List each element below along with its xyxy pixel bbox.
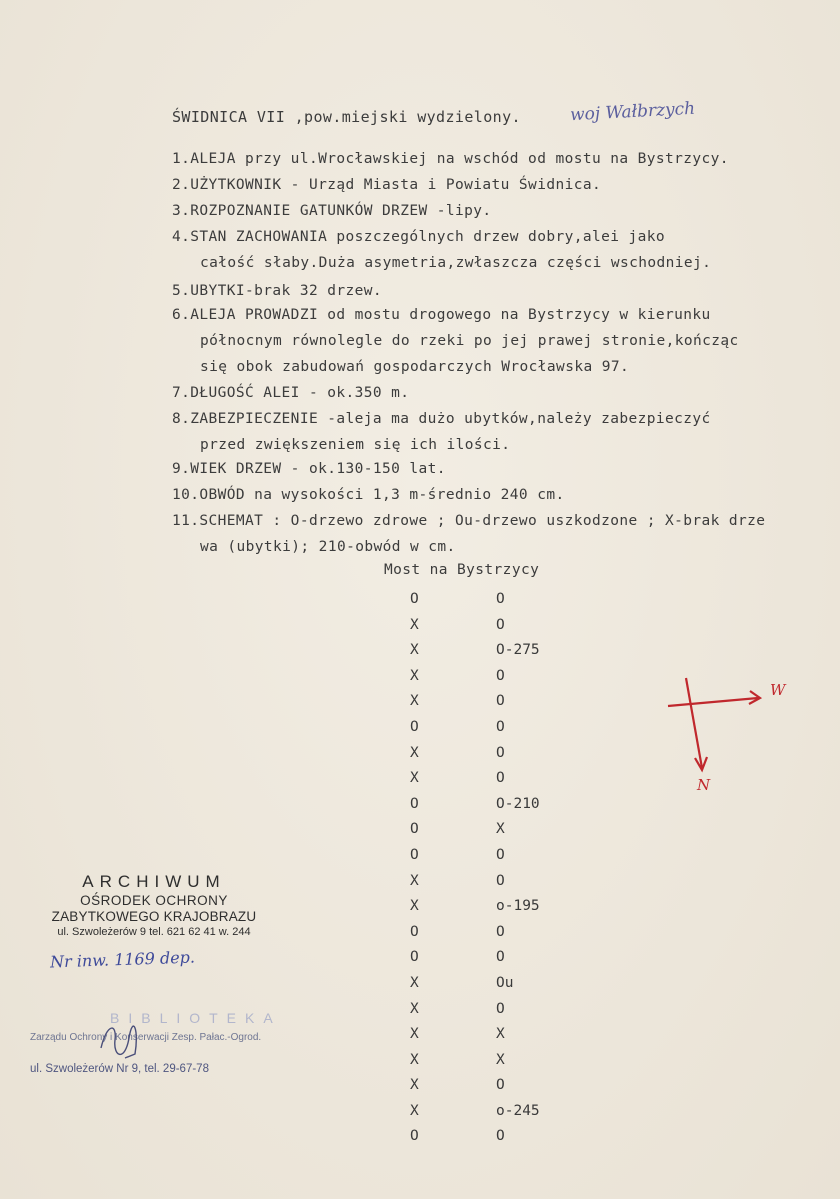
schema-row <box>410 997 576 1023</box>
item-11 <box>172 508 765 560</box>
library-stamp <box>30 1010 282 1075</box>
item-line: 11.SCHEMAT : O-drzewo zdrowe ; Ou-drzewo uszkodzone ; X-brak drze <box>172 513 766 529</box>
tree-schema <box>410 587 576 1150</box>
item-10 <box>172 482 565 508</box>
item-6 <box>172 302 739 380</box>
schema-left-tree: X <box>410 693 419 710</box>
schema-row <box>410 741 576 767</box>
schema-row <box>410 638 576 664</box>
archive-stamp-title: ARCHIWUM <box>82 872 226 891</box>
item-line: wa (ubytki); 210-obwód w cm. <box>200 539 456 555</box>
signature-scribble <box>95 1018 145 1066</box>
schema-left-tree: X <box>410 1000 419 1017</box>
item-line: 6.ALEJA PROWADZI od mostu drogowego na Bystrzycy w kierunku <box>172 307 711 323</box>
item-3 <box>172 198 492 224</box>
schema-left-tree: O <box>410 949 419 966</box>
schema-right-tree: O <box>496 667 505 684</box>
schema-row <box>410 715 576 741</box>
schema-row <box>410 766 576 792</box>
schema-right-tree: O <box>496 1000 505 1017</box>
schema-left-tree: X <box>410 616 419 633</box>
schema-right-tree: X <box>496 821 505 838</box>
schema-left-tree: O <box>410 1128 419 1145</box>
schema-left-tree: O <box>410 591 419 607</box>
item-line: 5.UBYTKI-brak 32 drzew. <box>172 283 382 299</box>
schema-right-tree: O <box>496 872 505 889</box>
schema-row <box>410 869 576 895</box>
schema-right-tree: X <box>496 1026 505 1043</box>
schema-row <box>410 971 576 997</box>
schema-left-tree: O <box>410 821 419 838</box>
schema-right-tree: O <box>496 846 505 863</box>
schema-right-tree: O <box>496 616 505 633</box>
inventory-number-handwritten: Nr inw. 1169 dep. <box>49 947 196 972</box>
item-line: 2.UŻYTKOWNIK - Urząd Miasta i Powiatu Świdnica. <box>172 177 602 193</box>
title-handwritten-note: woj Wałbrzych <box>569 98 696 126</box>
schema-right-tree: O <box>496 1077 505 1094</box>
schema-right-tree: O <box>496 923 505 940</box>
compass-south-line <box>686 678 702 768</box>
schema-left-tree: X <box>410 770 419 787</box>
schema-right-tree: O <box>496 770 505 787</box>
schema-left-tree: X <box>410 872 419 889</box>
schema-left-tree: O <box>410 795 419 812</box>
schema-row <box>410 945 576 971</box>
schema-row <box>410 817 576 843</box>
schema-left-tree: X <box>410 898 419 915</box>
schema-left-tree: O <box>410 718 419 735</box>
schema-left-tree: X <box>410 1077 419 1094</box>
compass-east-line <box>668 698 758 706</box>
item-line: 8.ZABEZPIECZENIE -aleja ma dużo ubytków,należy zabezpieczyć <box>172 411 711 427</box>
schema-right-tree: O-275 <box>496 642 540 659</box>
library-stamp-line: Zarządu Ochrony i Konserwacji Zesp. Pałac.-Ogrod. <box>30 1032 262 1043</box>
item-line: 1.ALEJA przy ul.Wrocławskiej na wschód od mostu na Bystrzycy. <box>172 151 729 167</box>
schema-row <box>410 664 576 690</box>
item-4 <box>172 224 711 276</box>
item-line: 4.STAN ZACHOWANIA poszczególnych drzew dobry,alei jako <box>172 229 666 245</box>
schema-left-tree: X <box>410 642 419 659</box>
schema-row <box>410 1022 576 1048</box>
schema-right-tree: O <box>496 591 505 607</box>
archive-stamp-line: OŚRODEK OCHRONY <box>80 893 228 908</box>
schema-row <box>410 1099 576 1125</box>
schema-row <box>410 613 576 639</box>
schema-left-tree: X <box>410 667 419 684</box>
compass-drawing <box>660 670 800 800</box>
archive-stamp-line: ZABYTKOWEGO KRAJOBRAZU <box>51 909 257 924</box>
schema-right-tree: O <box>496 718 505 735</box>
item-7 <box>172 380 409 406</box>
item-line: całość słaby.Duża asymetria,zwłaszcza części wschodniej. <box>200 255 712 271</box>
schema-right-tree: Ou <box>496 974 514 991</box>
item-line: 3.ROZPOZNANIE GATUNKÓW DRZEW -lipy. <box>172 203 492 219</box>
schema-right-tree: O <box>496 693 505 710</box>
schema-row <box>410 920 576 946</box>
schema-left-tree: X <box>410 1102 419 1119</box>
schema-row <box>410 1073 576 1099</box>
item-2 <box>172 172 601 198</box>
item-line: 9.WIEK DRZEW - ok.130-150 lat. <box>172 461 446 477</box>
archive-stamp-address: ul. Szwoleżerów 9 tel. 621 62 41 w. 244 <box>57 926 251 938</box>
schema-row <box>410 689 576 715</box>
schema-right-tree: O-210 <box>496 795 540 812</box>
schema-left-tree: X <box>410 744 419 761</box>
archive-stamp <box>28 872 280 938</box>
library-stamp-title: BIBLIOTEKA <box>110 1010 282 1026</box>
item-5 <box>172 278 382 304</box>
schema-header: Most na Bystrzycy <box>384 562 540 578</box>
item-line: północnym równolegle do rzeki po jej prawej stronie,kończąc <box>200 333 739 349</box>
item-8 <box>172 406 711 458</box>
schema-right-tree: o-195 <box>496 898 540 915</box>
schema-right-tree: o-245 <box>496 1102 540 1119</box>
item-line: przed zwiększeniem się ich ilości. <box>200 437 511 453</box>
schema-left-tree: X <box>410 1026 419 1043</box>
item-line: 10.OBWÓD na wysokości 1,3 m-średnio 240 cm. <box>172 487 565 503</box>
compass-east-label: W <box>770 681 786 699</box>
schema-left-tree: X <box>410 1051 419 1068</box>
compass-south-label: N <box>697 776 711 794</box>
document-title: ŚWIDNICA VII ,pow.miejski wydzielony. <box>172 108 521 126</box>
item-9 <box>172 456 446 482</box>
schema-right-tree: O <box>496 949 505 966</box>
schema-row <box>410 792 576 818</box>
schema-row <box>410 843 576 869</box>
schema-right-tree: O <box>496 1128 505 1145</box>
schema-left-tree: X <box>410 974 419 991</box>
schema-left-tree: O <box>410 923 419 940</box>
schema-row <box>410 587 576 613</box>
library-stamp-address: ul. Szwoleżerów Nr 9, tel. 29-67-78 <box>30 1063 209 1075</box>
schema-right-tree: X <box>496 1051 505 1068</box>
schema-left-tree: O <box>410 846 419 863</box>
schema-right-tree: O <box>496 744 505 761</box>
item-1 <box>172 146 729 172</box>
schema-row <box>410 894 576 920</box>
item-line: się obok zabudowań gospodarczych Wrocławska 97. <box>200 359 630 375</box>
schema-row <box>410 1048 576 1074</box>
schema-row <box>410 1124 576 1150</box>
item-line: 7.DŁUGOŚĆ ALEI - ok.350 m. <box>172 385 410 401</box>
